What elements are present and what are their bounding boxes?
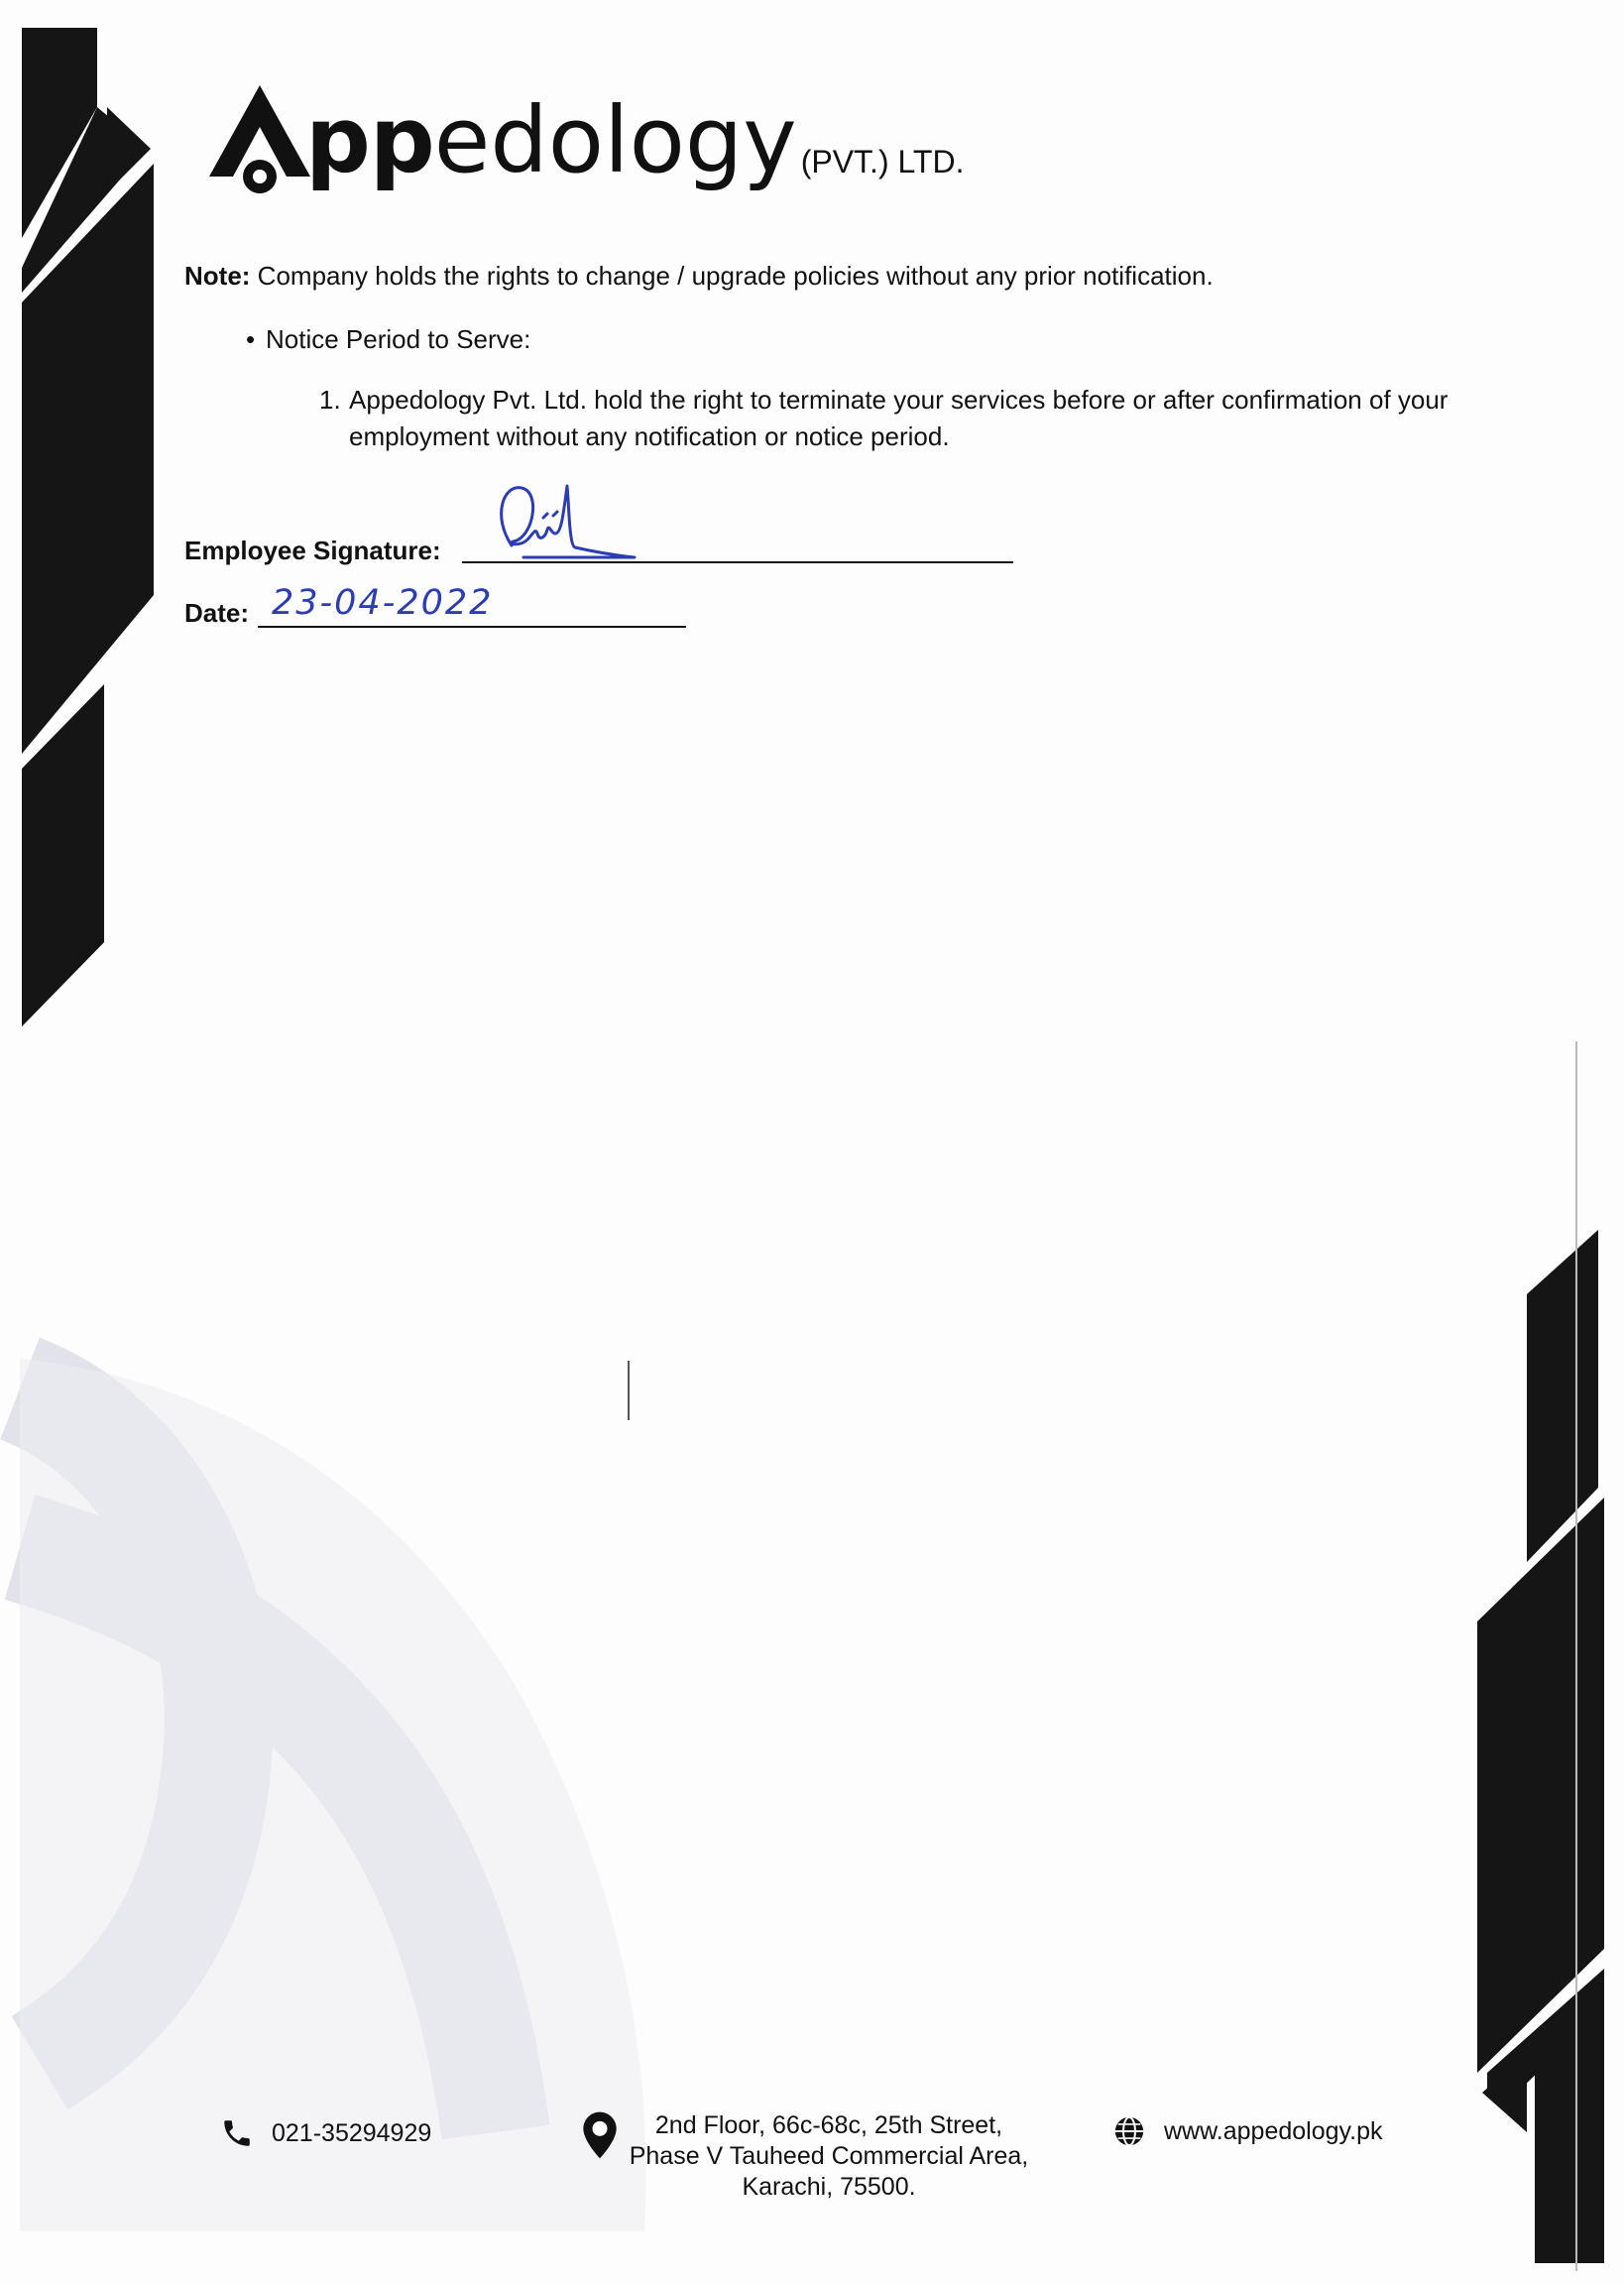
address-line-3: Karachi, 75500. [742, 2173, 916, 2201]
note-paragraph [184, 260, 1214, 292]
website-link[interactable]: www.appedology.pk [1164, 2116, 1383, 2145]
logo-rest: edology [433, 87, 797, 193]
footer-website [1112, 2114, 1383, 2148]
address-line-1: 2nd Floor, 66c-68c, 25th Street, [654, 2111, 1003, 2139]
handwritten-date: 23-04-2022 [272, 583, 494, 623]
phone-icon [220, 2116, 254, 2150]
item-number: 1. [319, 385, 341, 415]
date-line [258, 626, 686, 628]
location-pin-icon [580, 2110, 620, 2160]
handwritten-signature [484, 476, 642, 565]
bullet-symbol: • [246, 324, 256, 354]
logo-pp: pp [305, 87, 434, 193]
date-label: Date: [184, 598, 250, 628]
address-line-2: Phase V Tauheed Commercial Area, [629, 2142, 1029, 2170]
note-text: Company holds the rights to change / upgrade policies without any prior notification. [257, 261, 1214, 291]
right-black-band [1477, 1230, 1604, 2263]
signature-label: Employee Signature: [184, 536, 441, 565]
footer-phone [220, 2116, 431, 2150]
footer-address [580, 2110, 1032, 2203]
left-black-band [22, 28, 154, 1026]
note-label: Note: [184, 261, 251, 291]
phone-number: 021-35294929 [272, 2118, 432, 2147]
logo-suffix: (PVT.) LTD. [800, 144, 965, 180]
logo-a-mark-icon [203, 77, 317, 196]
logo-wordmark [305, 87, 797, 196]
item-text: Appedology Pvt. Ltd. hold the right to terminate your services before or after confirmation of your employment without any notification or notice period. [349, 385, 1449, 451]
company-logo [203, 77, 964, 196]
numbered-item [319, 382, 1489, 455]
watermark-fill [20, 1359, 645, 2231]
bullet-item [246, 323, 530, 355]
globe-icon [1112, 2114, 1146, 2148]
bullet-text: Notice Period to Serve: [266, 324, 531, 354]
